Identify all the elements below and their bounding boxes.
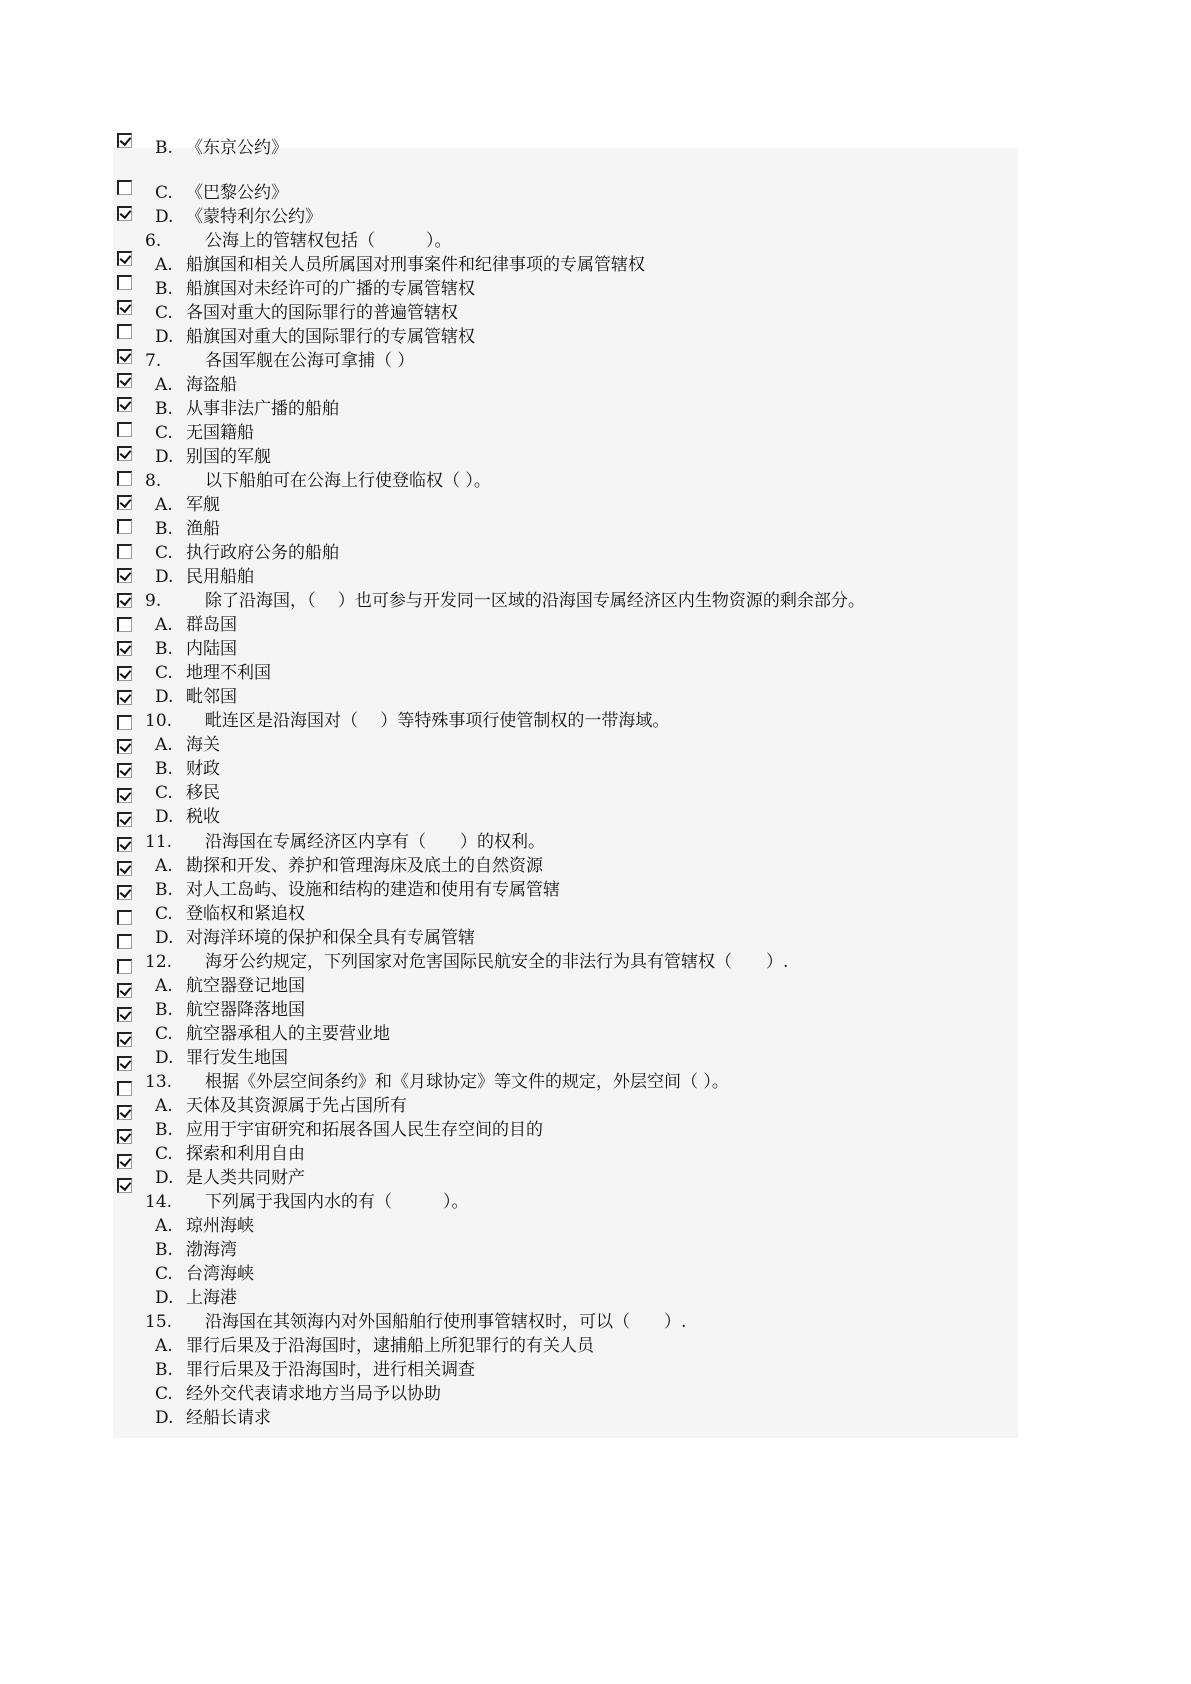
option-text: 罪行后果及于沿海国时，逮捕船上所犯罪行的有关人员 xyxy=(186,1335,594,1356)
option-letter: D. xyxy=(155,687,174,708)
option-letter: D. xyxy=(155,1047,174,1068)
option-text: 经船长请求 xyxy=(186,1407,271,1428)
option-letter: A. xyxy=(155,615,173,636)
checked-checkbox[interactable] xyxy=(117,666,132,681)
unchecked-checkbox[interactable] xyxy=(117,519,132,534)
option-letter: B. xyxy=(155,138,173,158)
checked-checkbox[interactable] xyxy=(117,1178,132,1193)
option-text: 毗邻国 xyxy=(186,687,237,708)
option-letter: C. xyxy=(155,1143,173,1164)
option-text: 航空器登记地国 xyxy=(186,975,305,996)
question-text: 下列属于我国内水的有（ ）。 xyxy=(205,1191,469,1212)
unchecked-checkbox[interactable] xyxy=(117,715,132,730)
option-letter: B. xyxy=(155,639,173,660)
option-letter: A. xyxy=(155,735,173,756)
option-text: 财政 xyxy=(186,759,220,780)
option-text: 《蒙特利尔公约》 xyxy=(186,207,322,227)
option-letter: A. xyxy=(155,1215,173,1236)
option-letter: D. xyxy=(155,1167,174,1188)
option-letter: C. xyxy=(155,1023,173,1044)
question-text: 海牙公约规定，下列国家对危害国际民航安全的非法行为具有管辖权（ ）. xyxy=(205,951,789,972)
option-letter: C. xyxy=(155,423,173,444)
checked-checkbox[interactable] xyxy=(117,251,132,266)
checked-checkbox[interactable] xyxy=(117,983,132,998)
checked-checkbox[interactable] xyxy=(117,373,132,388)
option-letter: D. xyxy=(155,567,174,588)
option-text: 上海港 xyxy=(186,1287,237,1308)
question-text: 以下船舶可在公海上行使登临权（ ）。 xyxy=(205,471,491,492)
checked-checkbox[interactable] xyxy=(117,446,132,461)
option-letter: B. xyxy=(155,1359,173,1380)
question-text: 根据《外层空间条约》和《月球协定》等文件的规定，外层空间（ ）。 xyxy=(205,1071,729,1092)
question-text: 各国军舰在公海可拿捕（ ） xyxy=(205,351,415,372)
unchecked-checkbox[interactable] xyxy=(117,324,132,339)
unchecked-checkbox[interactable] xyxy=(117,544,132,559)
unchecked-checkbox[interactable] xyxy=(117,934,132,949)
checked-checkbox[interactable] xyxy=(117,812,132,827)
option-text: 海关 xyxy=(186,735,220,756)
question-text: 沿海国在专属经济区内享有（ ）的权利。 xyxy=(205,831,545,852)
checked-checkbox[interactable] xyxy=(117,397,132,412)
checked-checkbox[interactable] xyxy=(117,1007,132,1022)
question-text: 毗连区是沿海国对（ ）等特殊事项行使管制权的一带海域。 xyxy=(205,711,670,732)
checked-checkbox[interactable] xyxy=(117,690,132,705)
question-number: 12. xyxy=(145,951,173,972)
option-text: 经外交代表请求地方当局予以协助 xyxy=(186,1383,441,1404)
option-text: 渤海湾 xyxy=(186,1239,237,1260)
option-text: 从事非法广播的船舶 xyxy=(186,399,339,420)
unchecked-checkbox[interactable] xyxy=(117,275,132,290)
question-number: 13. xyxy=(145,1071,173,1092)
option-text: 勘探和开发、养护和管理海床及底土的自然资源 xyxy=(186,855,543,876)
option-letter: B. xyxy=(155,279,173,300)
option-text: 海盗船 xyxy=(186,375,237,396)
question-number: 10. xyxy=(145,711,173,732)
question-text: 沿海国在其领海内对外国船舶行使刑事管辖权时，可以（ ）. xyxy=(205,1311,687,1332)
option-text: 航空器降落地国 xyxy=(186,999,305,1020)
checked-checkbox[interactable] xyxy=(117,1129,132,1144)
option-letter: C. xyxy=(155,183,173,203)
checked-checkbox[interactable] xyxy=(117,300,132,315)
option-letter: D. xyxy=(155,327,174,348)
option-text: 别国的军舰 xyxy=(186,447,271,468)
option-letter: C. xyxy=(155,543,173,564)
checked-checkbox[interactable] xyxy=(117,861,132,876)
option-letter: A. xyxy=(155,855,173,876)
option-text: 探索和利用自由 xyxy=(186,1143,305,1164)
option-text: 应用于宇宙研究和拓展各国人民生存空间的目的 xyxy=(186,1119,543,1140)
option-text: 登临权和紧追权 xyxy=(186,903,305,924)
option-text: 群岛国 xyxy=(186,615,237,636)
question-number: 6. xyxy=(145,231,162,251)
option-letter: B. xyxy=(155,399,173,420)
option-letter: A. xyxy=(155,495,173,516)
checked-checkbox[interactable] xyxy=(117,495,132,510)
option-letter: D. xyxy=(155,807,174,828)
option-letter: C. xyxy=(155,903,173,924)
checked-checkbox[interactable] xyxy=(117,349,132,364)
option-letter: B. xyxy=(155,1119,173,1140)
option-text: 民用船舶 xyxy=(186,567,254,588)
checked-checkbox[interactable] xyxy=(117,1056,132,1071)
option-letter: D. xyxy=(155,927,174,948)
checked-checkbox[interactable] xyxy=(117,885,132,900)
question-number: 14. xyxy=(145,1191,173,1212)
question-text: 除了沿海国，（ ）也可参与开发同一区域的沿海国专属经济区内生物资源的剩余部分。 xyxy=(205,591,865,612)
option-letter: A. xyxy=(155,255,173,276)
option-letter: B. xyxy=(155,1239,173,1260)
option-text: 移民 xyxy=(186,783,220,804)
option-letter: B. xyxy=(155,759,173,780)
option-text: 地理不利国 xyxy=(186,663,271,684)
option-text: 军舰 xyxy=(186,495,220,516)
option-letter: C. xyxy=(155,303,173,324)
option-letter: C. xyxy=(155,1263,173,1284)
option-text: 航空器承租人的主要营业地 xyxy=(186,1023,390,1044)
option-text: 船旗国对未经许可的广播的专属管辖权 xyxy=(186,279,475,300)
question-number: 8. xyxy=(145,471,162,492)
option-text: 税收 xyxy=(186,807,220,828)
unchecked-checkbox[interactable] xyxy=(117,180,132,195)
checked-checkbox[interactable] xyxy=(117,1032,132,1047)
question-number: 9. xyxy=(145,591,162,612)
option-text: 内陆国 xyxy=(186,639,237,660)
option-text: 对海洋环境的保护和保全具有专属管辖 xyxy=(186,927,475,948)
option-letter: A. xyxy=(155,375,173,396)
option-letter: B. xyxy=(155,999,173,1020)
option-text: 是人类共同财产 xyxy=(186,1167,305,1188)
option-letter: A. xyxy=(155,975,173,996)
checked-checkbox[interactable] xyxy=(117,1154,132,1169)
question-number: 15. xyxy=(145,1311,173,1332)
option-text: 船旗国对重大的国际罪行的专属管辖权 xyxy=(186,327,475,348)
option-text: 天体及其资源属于先占国所有 xyxy=(186,1095,407,1116)
unchecked-checkbox[interactable] xyxy=(117,959,132,974)
question-number: 7. xyxy=(145,351,162,372)
option-letter: C. xyxy=(155,663,173,684)
option-text: 对人工岛屿、设施和结构的建造和使用有专属管辖 xyxy=(186,879,560,900)
checked-checkbox[interactable] xyxy=(117,206,132,221)
unchecked-checkbox[interactable] xyxy=(117,910,132,925)
option-text: 各国对重大的国际罪行的普遍管辖权 xyxy=(186,303,458,324)
option-text: 罪行发生地国 xyxy=(186,1047,288,1068)
option-letter: B. xyxy=(155,879,173,900)
option-letter: D. xyxy=(155,1287,174,1308)
option-text: 琼州海峡 xyxy=(186,1215,254,1236)
unchecked-checkbox[interactable] xyxy=(117,617,132,632)
checked-checkbox[interactable] xyxy=(117,739,132,754)
checked-checkbox[interactable] xyxy=(117,1105,132,1120)
option-text: 渔船 xyxy=(186,519,220,540)
option-text: 无国籍船 xyxy=(186,423,254,444)
option-letter: D. xyxy=(155,447,174,468)
checked-checkbox[interactable] xyxy=(117,837,132,852)
option-text: 罪行后果及于沿海国时，进行相关调查 xyxy=(186,1359,475,1380)
option-text: 船旗国和相关人员所属国对刑事案件和纪律事项的专属管辖权 xyxy=(186,255,645,276)
checked-checkbox[interactable] xyxy=(117,593,132,608)
option-letter: B. xyxy=(155,519,173,540)
option-text: 执行政府公务的船舶 xyxy=(186,543,339,564)
option-text: 台湾海峡 xyxy=(186,1263,254,1284)
option-letter: A. xyxy=(155,1335,173,1356)
question-number: 11. xyxy=(145,831,173,852)
option-letter: D. xyxy=(155,207,174,227)
option-letter: A. xyxy=(155,1095,173,1116)
option-letter: C. xyxy=(155,783,173,804)
question-text: 公海上的管辖权包括（ ）。 xyxy=(205,231,452,251)
option-text: 《巴黎公约》 xyxy=(186,183,288,203)
checked-checkbox[interactable] xyxy=(117,788,132,803)
option-letter: D. xyxy=(155,1407,174,1428)
checked-checkbox[interactable] xyxy=(117,568,132,583)
unchecked-checkbox[interactable] xyxy=(117,471,132,486)
option-letter: C. xyxy=(155,1383,173,1404)
unchecked-checkbox[interactable] xyxy=(117,1081,132,1096)
option-text: 《东京公约》 xyxy=(186,138,288,158)
checked-checkbox[interactable] xyxy=(117,763,132,778)
unchecked-checkbox[interactable] xyxy=(117,422,132,437)
checked-checkbox[interactable] xyxy=(117,133,132,148)
checked-checkbox[interactable] xyxy=(117,641,132,656)
